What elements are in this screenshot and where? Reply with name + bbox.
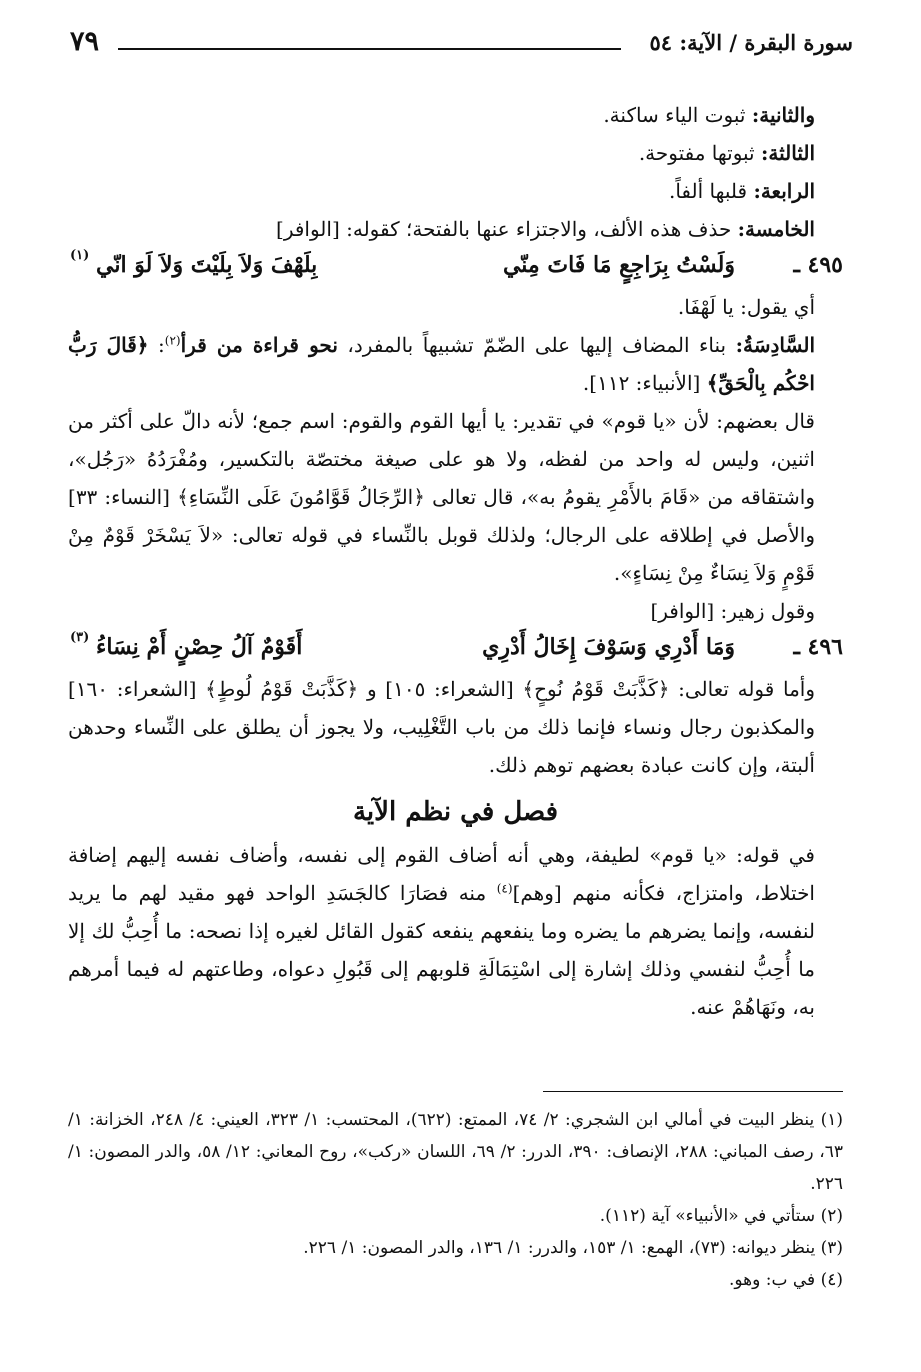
verse-495: [68, 248, 843, 288]
running-title: سورة البقرة / الآية: ٥٤: [649, 30, 853, 55]
footnote-rule: [543, 1091, 843, 1092]
paragraph-text: في قوله: «يا قوم» لطيفة، وهي أنه أضاف القوم إلى نفسه، وأضاف نفسه إليهم إضافة اختلاط، وامتزاج، فكأنه منهم [وهم]: [68, 843, 815, 905]
footnote-1: (١) ينظر البيت في أمالي ابن الشجري: ٢/ ٧٤، الممتع: (٦٢٢)، المحتسب: ١/ ٣٢٣، العيني: ٤/ ٢٤٨، الخزانة: ١/ ٦٣، رصف المباني: ٢٨٨، الإنصاف: ٣٩٠، الدرر: ٢/ ٦٩، اللسان «ركب»، روح المعاني: ١٢/ ٥٨، والدر المصون: ١/ ٢٢٦.: [68, 1110, 843, 1194]
item-label: والثانية:: [751, 103, 815, 127]
footnote-3: (٣) ينظر ديوانه: (٧٣)، الهمع: ١/ ١٥٣، والدرر: ١/ ١٣٦، والدر المصون: ١/ ٢٢٦.: [303, 1238, 843, 1258]
footnote-4: (٤) في ب: وهو.: [728, 1270, 843, 1290]
item-text: بناء المضاف إليها على الضّمّ تشبيهاً بالمفرد،: [337, 333, 736, 357]
item-label: الثالثة:: [760, 141, 815, 165]
item-label: الخامسة:: [737, 217, 815, 241]
footnote-2: (٢) ستأتي في «الأنبياء» آية (١١٢).: [599, 1206, 843, 1226]
item-sixth: [68, 326, 843, 402]
quran-quote: ﴿قَالَ رَبُّ احْكُم بِالْحَقِّ﴾: [68, 333, 815, 395]
verse-hemistich-second: أَقَوْمٌ آلُ حِصْنٍ أَمْ نِسَاءُ: [96, 634, 303, 660]
main-text: [68, 96, 843, 1026]
zuhair-intro: وقول زهير: [الوافر]: [650, 599, 815, 623]
quran-reference: [الأنبياء: ١١٢].: [582, 371, 707, 395]
paragraph-qawm: قال بعضهم: لأن «يا قوم» في تقدير: يا أيها القوم والقوم: اسم جمع؛ لأنه دالّ على أكثر من اثنين، وليس له واحد من لفظه، ولا هو على صيغة مختصّة بالتكسير، ومُفْرَدُهُ «رَجُل»، واشتقاقه من «قَامَ بالأَمْرِ يقومُ به»، قال تعالى ﴿الرِّجَالُ قَوَّامُونَ عَلَى النِّسَاءِ﴾ [النساء: ٣٣] والأصل في إطلاقه على الرجال؛ ولذلك قوبل بالنِّساء في قوله تعالى: «لاَ يَسْخَرْ قَوْمٌ مِنْ قَوْمٍ وَلاَ نِسَاءٌ مِنْ نِسَاءٍ».: [68, 409, 815, 585]
paragraph-mukadhdhibun: وأما قوله تعالى: ﴿كَذَّبَتْ قَوْمُ نُوحٍ﴾ [الشعراء: ١٠٥] و ﴿كَذَّبَتْ قَوْمُ لُوطٍ﴾ [الشعراء: ١٦٠] والمكذبون رجال ونساء فإنما ذلك من باب التَّغْلِيب، ولا يجوز أن يطلق على النِّساء وحدهن ألبتة، وإن كانت عبادة بعضهم توهم ذلك.: [68, 677, 815, 777]
paragraph-nazm: [68, 836, 843, 1026]
item-text: ثبوت الياء ساكنة.: [603, 103, 752, 127]
item-colon: :: [158, 333, 165, 357]
verse-hemistich-second: بِلَهْفَ وَلاَ بِلَيْتَ وَلاَ لَوَ انّي: [96, 252, 318, 278]
footnote-marker: (٢): [164, 333, 181, 348]
item-third: [68, 134, 843, 172]
verse-number: ٤٩٥ ـ: [793, 252, 843, 278]
item-bold-text: نحو قراءة من قرأ: [180, 333, 338, 357]
footnotes: [68, 1104, 843, 1296]
item-second: [68, 96, 843, 134]
item-text: حذف هذه الألف، والاجتزاء عنها بالفتحة؛ كقوله: [الوافر]: [276, 217, 738, 241]
footnote-marker: (٣): [70, 630, 90, 645]
item-fourth: [68, 172, 843, 210]
page-header: [70, 26, 853, 62]
item-text: قلبها ألفاً.: [668, 179, 754, 203]
footnote-marker: (١): [70, 248, 90, 263]
item-text: ثبوتها مفتوحة.: [638, 141, 761, 165]
verse-hemistich-first: وَلَسْتُ بِرَاجِعٍ مَا فَاتَ مِنّي: [502, 252, 735, 278]
item-label: الرابعة:: [753, 179, 815, 203]
paragraph-text: منه فصَارَا كالجَسَدِ الواحد فهو مقيد لهم ما يريد لنفسه، وإنما يضرهم ما يضره وما ينفعهم ينفعه كقول القائل لغيره إذا نصحه: ما أُحِبُّ لك إلا ما أُحِبُّ لنفسي وذلك إشارة إلى اسْتِمَالَةِ قلوبهم إلى قَبُولِ دعواه، وطاعتهم له فيما أمرهم به، ونَهَاهُمْ عنه.: [68, 881, 815, 1019]
verse-496: [68, 630, 843, 670]
verse-number: ٤٩٦ ـ: [793, 634, 843, 660]
page-number: ٧٩: [70, 26, 100, 57]
verse-gloss: أي يقول: يا لَهْفَا.: [677, 295, 815, 319]
item-label: السَّادِسَةُ:: [735, 333, 815, 357]
header-rule: [118, 48, 621, 50]
section-heading: فصل في نظم الآية: [352, 797, 559, 827]
verse-hemistich-first: وَمَا أَدْرِي وَسَوْفَ إِخَالُ أَدْرِي: [482, 634, 735, 660]
item-fifth: [68, 210, 843, 248]
footnote-marker: (٤): [496, 881, 513, 896]
